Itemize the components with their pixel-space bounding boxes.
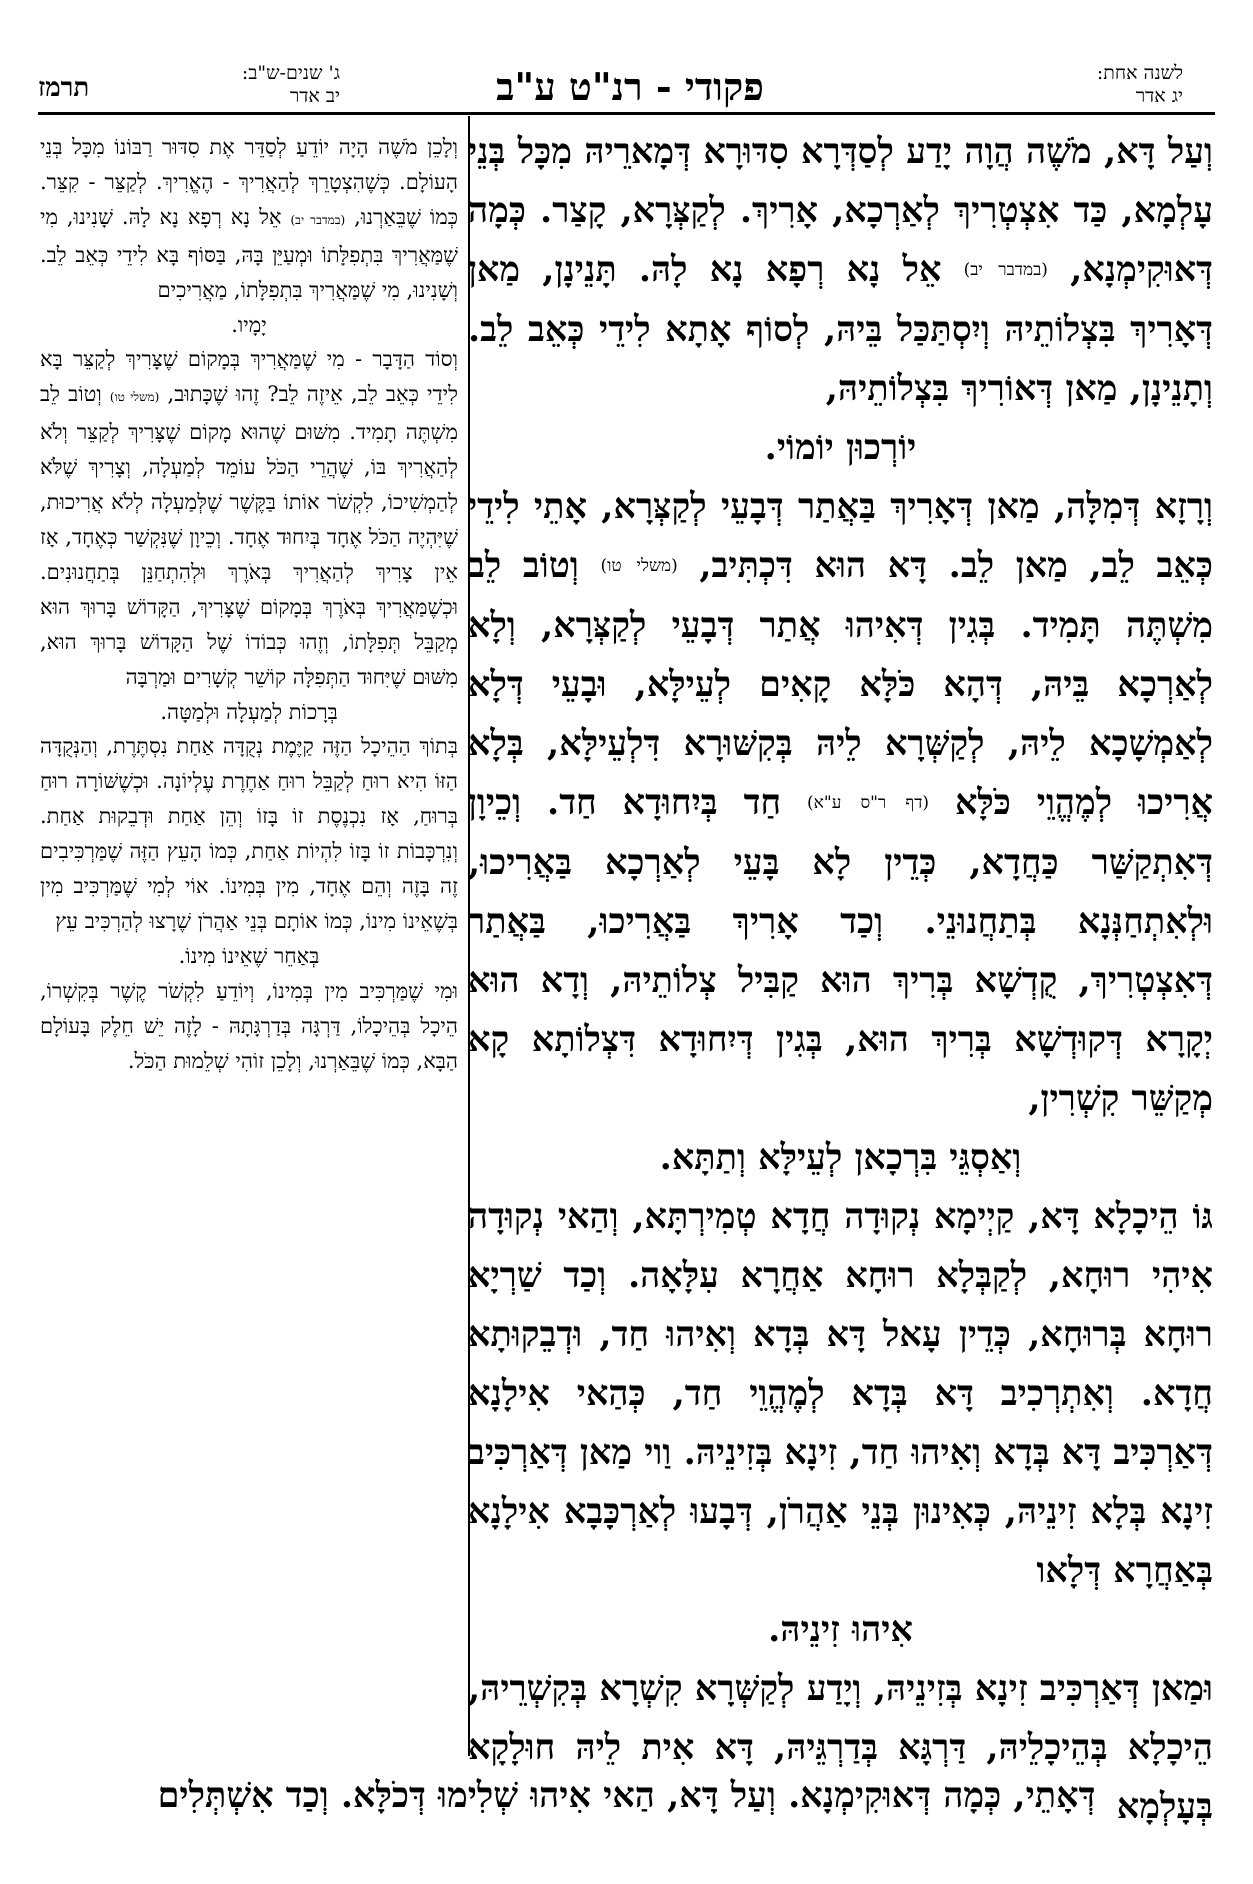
side-text: וְלָכֵן מֹשֶׁה הָיָה יוֹדֵעַ לְסַדֵּר אֶת סִדּוּר רַבּוֹנוֹ מִכָּל בְּנֵי הָעוֹלָם. כְּשֶׁהִצְטָרֵךְ לְהַאֲרִיךְ - הֶאֱרִיךְ. לְקַצֵּר - קִצֵּר. כְּמוֹ שֶׁבֵּאַרְנוּ, bbox=[40, 135, 458, 229]
main-text: וְעַל דָּא, מֹשֶׁה הֲוָה יָדַע לְסַדְּרָא סִדּוּרָא דְּמָארֵיהּ מִכָּל בְּנֵי עָלְמָא, כַּד אִצְטְרִיךְ לְאַרְכָא, אָרִיךְ. לְקַצְּרָא, קָצַר. כְּמָה דְּאוּקִימְנָא, bbox=[468, 131, 1214, 290]
header-left-line2: יב אדר bbox=[289, 85, 340, 107]
header-right-line1: לשנה אחת: bbox=[1096, 62, 1183, 84]
side-text: וְסוֹד הַדָּבָר - מִי שֶׁמַּאֲרִיךְ בְּמָקוֹם שֶׁצָּרִיךְ לְקַצֵּר בָּא לִידֵי כְּאֵב לֵב, אֵיזֶה לֵב? זֶהוּ שֶׁכָּתוּב, bbox=[40, 347, 458, 407]
header-left bbox=[140, 62, 340, 112]
side-paragraph-1-end: יָמָיו. bbox=[231, 312, 267, 337]
bottom-line: דְּאָתֵי, כְּמָה דְּאוּקִימְנָא. וְעַל דָּא, הַאי אִיהוּ שְׁלִימוּ דְּכֹלָּא. וְכַד אִשְׁתְּלִים bbox=[157, 1775, 1096, 1816]
side-paragraph-3-end: בְּאַחֵר שֶׁאֵינוֹ מִינוֹ. bbox=[178, 943, 320, 968]
header-left-line1: ג' שנים-ש"ב: bbox=[241, 62, 340, 84]
side-text: אֵל נָא רְפָא נָא לָהּ. שָׁנִינוּ, מִי שֶׁמַּאֲרִיךְ בִּתְפִלָּתוֹ וּמְעַיֵּן בָּהּ, בַּסּוֹף בָּא לִידֵי כְּאֵב לֵב. וְשָׁנִינוּ, מִי שֶׁמַּאֲרִיךְ בִּתְפִלָּתוֹ, מַאֲרִיכִים bbox=[40, 204, 458, 302]
citation: (דף ר"ס ע"א) bbox=[807, 793, 930, 813]
side-text: וְטוֹב לֵב מִשְׁתֶּה תָמִיד. מִשּׁוּם שֶׁהוּא מָקוֹם שֶׁצָּרִיךְ לְקַצֵּר וְלֹא לְהַאֲרִיךְ בּוֹ, שֶׁהֲרֵי הַכֹּל עוֹמֵד לְמַעְלָה, וְצָרִיךְ שֶׁלֹּא לְהַמְשִׁיכוֹ, לִקְשֹׁר אוֹתוֹ בַּקֶּשֶׁר שֶׁלְּמַעְלָה לְלֹא אֲרִיכוּת, שֶׁיִּהְיֶה הַכֹּל אֶחָד בְּיִחוּד אֶחָד. וְכֵיוָן שֶׁנִּקְשַׁר כְּאֶחָד, אָז אֵין צָרִיךְ לְהַאֲרִיךְ בְּאֹרֶךְ וּלְהִתְחַנֵּן בְּתַחֲנוּנִים. וּכְשֶׁמַּאֲרִיךְ בְּאֹרֶךְ בְּמָקוֹם שֶׁצָּרִיךְ, הַקָּדוֹשׁ בָּרוּךְ הוּא מְקַבֵּל תְּפִלָּתוֹ, וְזֶהוּ כְּבוֹדוֹ שֶׁל הַקָּדוֹשׁ בָּרוּךְ הוּא, מִשּׁוּם שֶׁיִּחוּד הַתְּפִלָּה קוֹשֵׁר קְשָׁרִים וּמַרְבָּה bbox=[40, 382, 458, 689]
header-right bbox=[953, 62, 1183, 112]
main-paragraph-3-end: אִיהוּ זִינֵיהּ. bbox=[768, 1609, 913, 1650]
side-paragraph-1 bbox=[40, 130, 458, 308]
citation: (במדבר יב) bbox=[963, 260, 1048, 280]
citation: (במדבר יב) bbox=[290, 212, 346, 227]
side-paragraph-3: בְּתוֹךְ הַהֵיכָל הַזֶּה קַיֶּמֶת נְקֻדָּה אַחַת נִסְתֶּרֶת, וְהַנְּקֻדָּה הַזּוֹ הִיא רוּחַ לְקַבֵּל רוּחַ אַחֶרֶת עֶלְיוֹנָה. וּכְשֶׁשּׁוֹרָה רוּחַ בְּרוּחַ, אָז נִכְנֶסֶת זוֹ בָּזוֹ וְהֵן אַחַת וּדְבֵקוּת אַחַת. וְנִרְכָּבוֹת זוֹ בָּזוֹ לִהְיוֹת אַחַת, כְּמוֹ הָעֵץ הַזֶּה שֶׁמַּרְכִּיבִים זֶה בָּזֶה וְהֵם אֶחָד, מִין בְּמִינוֹ. אוֹי לְמִי שֶׁמַּרְכִּיב מִין בְּשֶׁאֵינוֹ מִינוֹ, כְּמוֹ אוֹתָם בְּנֵי אַהֲרֹן שֶׁרָצוּ לְהַרְכִּיב עֵץ bbox=[40, 734, 458, 933]
header-right-line2: יג אדר bbox=[1135, 85, 1183, 107]
main-paragraph-1-end: יוֹרְכוּן יוֹמוֹי. bbox=[764, 427, 917, 468]
header-rule bbox=[38, 112, 1215, 115]
main-text: אֵל נָא רְפָא נָא לָהּ. תָּנֵינָן, מַאן דְּאָרִיךְ בִּצְלוֹתֵיהּ וְיִסְתַּכַּל בֵּיהּ, לְסוֹף אָתָא לִידֵי כְּאֵב לֵב. וְתָנֵינָן, מַאן דְּאוֹרִיךְ בִּצְלוֹתֵיהּ, bbox=[468, 249, 1213, 409]
main-paragraph-3: גּוֹ הֵיכָלָא דָּא, קַיְימָא נְקוּדָה חֲדָא טְמִירְתָּא, וְהַאי נְקוּדָה אִיהִי רוּחָא, לְקַבְּלָא רוּחָא אַחֲרָא עִלָּאָה. וְכַד שַׁרְיָא רוּחָא בְּרוּחָא, כְּדֵין עָאל דָּא בְּדָא וְאִיהוּ חַד, וּדְבֵקוּתָא חֲדָא. וְאִתְרְכִיב דָּא בְּדָא לְמֶהֱוֵי חַד, כְּהַאי אִילָנָא דְּאַרְכִּיב דָּא בְּדָא וְאִיהוּ חַד, זִינָא בְּזִינֵיהּ. וַוי מַאן דְּאַרְכִּיב זִינָא בְּלָא זִינֵיהּ, כְּאִינוּן בְּנֵי אַהֲרֹן, דְּבָעוּ לְאַרְכָּבָא אִילָנָא בְּאַחֲרָא דְּלָאו bbox=[468, 1196, 1213, 1591]
main-text: וְטוֹב לֵב מִשְׁתֶּה תָּמִיד. בְּגִין דְּאִיהוּ אֲתַר דְּבָעֵי לְקַצְּרָא, וְלָא לְאַרְכָא בֵּיהּ, דְּהָא כֹּלָּא קָאִים לְעֵילָּא, וּבָעֵי דְּלָא לְאַמְשָׁכָא לֵיהּ, לְקַשְּׁרָא לֵיהּ בְּקִשּׁוּרָא דִּלְעֵילָּא, בְּלָא אֲרִיכוּ לְמֶהֱוֵי כֹּלָּא bbox=[468, 545, 1213, 823]
side-paragraph-2 bbox=[40, 342, 458, 694]
main-paragraph-2 bbox=[468, 477, 1213, 1128]
main-paragraph-1 bbox=[468, 122, 1213, 418]
main-text: וְרָזָא דְּמִלָּה, מַאן דְּאָרִיךְ בַּאֲתַר דְּבָעֵי לְקַצְּרָא, אָתֵי לִידֵי כְּאֵב לֵב, מַאן לֵב. דָּא הוּא דִּכְתִּיב, bbox=[468, 486, 1213, 586]
main-paragraph-2-end: וְאַסְגֵּי בִּרְכָאן לְעֵילָּא וְתַתָּא. bbox=[659, 1137, 1022, 1178]
main-paragraph-4: וּמַאן דְּאַרְכִּיב זִינָא בְּזִינֵיהּ, וְיָדַע לְקַשְּׁרָא קִשְׁרָא בְּקִשְׁרֵיהּ, הֵיכָלָא בְּהֵיכָלֵיהּ, דַּרְגָּא בְּדַרְגֵּיהּ, דָּא אִית לֵיהּ חוּלָקָא בְּעָלְמָא bbox=[468, 1668, 1213, 1827]
main-column bbox=[468, 122, 1213, 1836]
side-paragraph-4: וּמִי שֶׁמַּרְכִּיב מִין בְּמִינוֹ, וְיוֹדֵעַ לִקְשֹׁר קֶשֶׁר בְּקִשְׁרוֹ, הֵיכָל בְּהֵיכָלוֹ, דַּרְגָּה בְּדַרְגָּתָהּ - לָזֶה יֵשׁ חֵלֶק בָּעוֹלָם הַבָּא, כְּמוֹ שֶׁבֵּאַרְנוּ, וְלָכֵן זוֹהִי שְׁלֵמוּת הַכֹּל. bbox=[40, 978, 458, 1073]
page-number: תרמז bbox=[38, 73, 90, 103]
side-column bbox=[40, 130, 458, 1078]
page-title: פקודי - רנ"ט ע"ב bbox=[496, 64, 764, 109]
main-text: חַד בְּיִחוּדָא חַד. וְכֵיוָן דְּאִתְקַשַּׁר כַּחֲדָא, כְּדֵין לָא בָּעֵי לְאַרְכָא בַּאֲרִיכוּ, וּלְאִתְחַנְּנָא בְּתַחֲנוּנֵי. וְכַד אָרִיךְ בַּאֲרִיכוּ, בַּאֲתַר דְּאִצְטְרִיךְ, קֻדְשָׁא בְּרִיךְ הוּא קַבִּיל צְלוֹתֵיהּ, וְדָא הוּא יְקָרָא דְּקוּדְשָׁא בְּרִיךְ הוּא, בְּגִין דְּיִחוּדָא דִּצְלוֹתָא קָא מְקַשֵּׁר קִשְׁרִין, bbox=[468, 782, 1213, 1119]
citation: (משלי טו) bbox=[109, 390, 160, 405]
citation: (משלי טו) bbox=[600, 556, 678, 576]
side-paragraph-2-end: בְּרָכוֹת לְמַעְלָה וּלְמַטָּה. bbox=[160, 699, 338, 724]
